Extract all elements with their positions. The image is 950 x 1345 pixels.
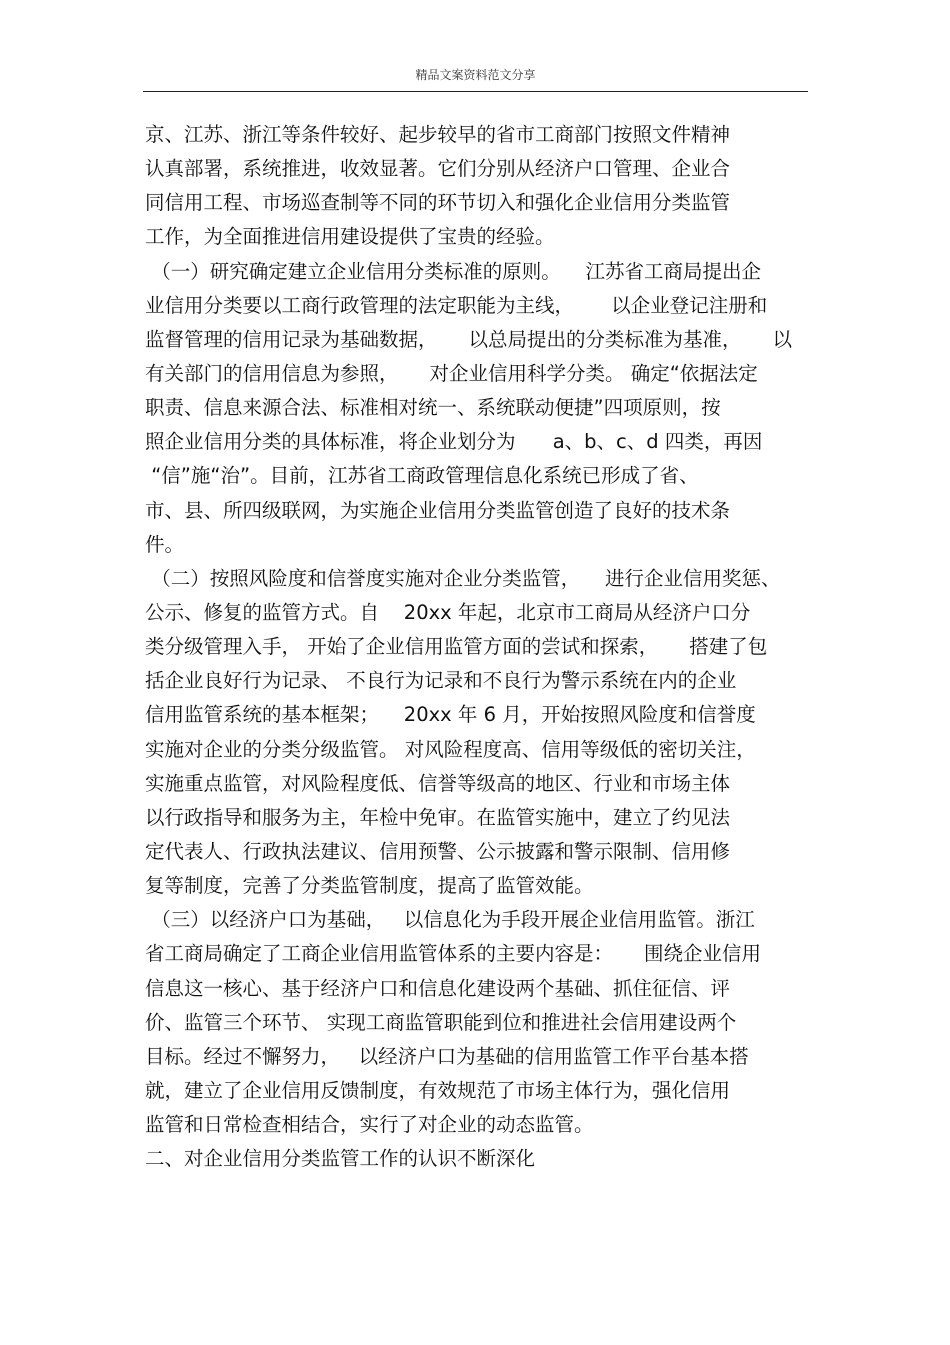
header-divider [143, 91, 808, 92]
text-line: 就，建立了企业信用反馈制度，有效规范了市场主体行为，强化信用 [145, 1078, 731, 1102]
text-line: 目标。经过不懈努力， 以经济户口为基础的信用监管工作平台基本搭 [145, 1044, 749, 1068]
text-line: 复等制度，完善了分类监管制度，提高了监管效能。 [145, 874, 594, 898]
section-heading: 二、对企业信用分类监管工作的认识不断深化 [145, 1147, 536, 1171]
text-line: 价、监管三个环节、 实现工商监管职能到位和推进社会信用建设两个 [145, 1010, 737, 1034]
text-line: 括企业良好行为记录、 不良行为记录和不良行为警示系统在内的企业 [145, 669, 737, 693]
text-line: 件。 [145, 532, 185, 556]
document-body [145, 118, 815, 1176]
text-line: “信”施“治”。目前，江苏省工商政管理信息化系统已形成了省、 [145, 464, 699, 488]
text-line: 以行政指导和服务为主，年检中免审。在监管实施中，建立了约见法 [145, 805, 731, 829]
text-line: （一）研究确定建立企业信用分类标准的原则。 江苏省工商局提出企 [145, 259, 761, 283]
text-line: 监督管理的信用记录为基础数据， 以总局提出的分类标准为基准， 以 [145, 327, 792, 351]
text-line: 实施重点监管，对风险程度低、信誉等级高的地区、行业和市场主体 [145, 771, 731, 795]
text-line: （二）按照风险度和信誉度实施对企业分类监管， 进行企业信用奖惩、 [145, 566, 781, 590]
text-line: 类分级管理入手， 开始了企业信用监管方面的尝试和探索， 搭建了包 [145, 635, 768, 659]
text-line: （三）以经济户口为基础， 以信息化为手段开展企业信用监管。浙江 [145, 908, 755, 932]
text-line: 监管和日常检查相结合，实行了对企业的动态监管。 [145, 1113, 594, 1137]
text-line: 工作，为全面推进信用建设提供了宝贵的经验。 [145, 225, 555, 249]
text-line: 市、县、所四级联网，为实施企业信用分类监管创造了良好的技术条 [145, 498, 731, 522]
text-line: 京、江苏、浙江等条件较好、起步较早的省市工商部门按照文件精神 [145, 123, 731, 146]
text-line: 职责、信息来源合法、标准相对统一、系统联动便捷”四项原则，按 [145, 396, 721, 420]
text-line: 同信用工程、市场巡查制等不同的环节切入和强化企业信用分类监管 [145, 191, 731, 215]
text-line: 省工商局确定了工商企业信用监管体系的主要内容是： 围绕企业信用 [145, 942, 761, 966]
text-line: 有关部门的信用信息为参照， 对企业信用科学分类。 确定“依据法定 [145, 361, 758, 385]
text-line: 实施对企业的分类分级监管。 对风险程度高、信用等级低的密切关注， [145, 737, 756, 761]
page-header: 精品文案资料范文分享 [415, 68, 536, 82]
text-line: 信息这一核心、基于经济户口和信息化建设两个基础、抓住征信、评 [145, 976, 731, 1000]
text-line: 认真部署，系统推进，收效显著。它们分别从经济户口管理、企业合 [145, 157, 731, 181]
text-line: 公示、修复的监管方式。自 20xx 年起，北京市工商局从经济户口分 [145, 600, 751, 624]
text-line: 业信用分类要以工商行政管理的法定职能为主线， 以企业登记注册和 [145, 293, 768, 317]
text-line: 定代表人、行政执法建议、信用预警、公示披露和警示限制、信用修 [145, 839, 731, 863]
text-line: 照企业信用分类的具体标准，将企业划分为 a、b、c、d 四类，再因 [145, 430, 763, 454]
text-line: 信用监管系统的基本框架； 20xx 年 6 月，开始按照风险度和信誉度 [145, 703, 756, 727]
